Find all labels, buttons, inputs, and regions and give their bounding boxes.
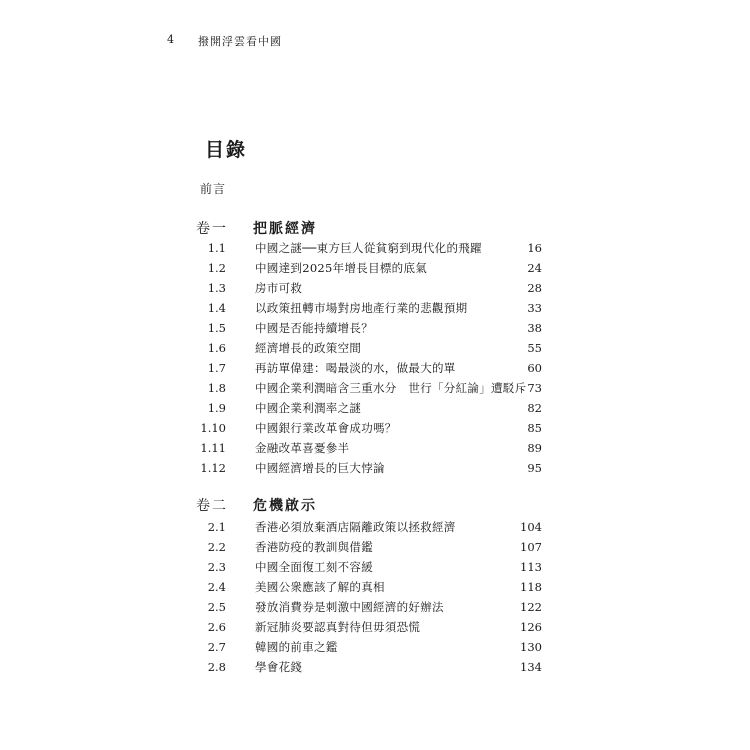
entry-page: 28 (527, 281, 542, 295)
entry-number: 1.1 (207, 241, 226, 255)
toc-entry (0, 657, 750, 677)
toc-entry (0, 517, 750, 537)
entry-number: 1.5 (207, 321, 226, 335)
entry-page: 82 (527, 401, 542, 415)
entry-title: 香港防疫的教訓與借鑑 (255, 540, 373, 554)
entry-number: 1.3 (207, 281, 226, 295)
volume-label: 卷二 (196, 498, 228, 514)
toc-entry (0, 258, 750, 278)
toc-entry-preface: 前言 (200, 182, 227, 196)
volume-title: 危機啟示 (253, 498, 317, 514)
entry-number: 2.4 (207, 580, 226, 594)
entry-title: 房市可救 (255, 281, 303, 295)
entry-title: 再訪單偉建：喝最淡的水，做最大的單 (255, 361, 456, 375)
entry-page: 38 (527, 321, 542, 335)
entry-page: 130 (520, 640, 542, 654)
entry-title: 新冠肺炎要認真對待但毋須恐慌 (255, 620, 421, 634)
entry-number: 2.8 (207, 660, 226, 674)
entry-page: 118 (520, 580, 542, 594)
entry-number: 1.11 (200, 441, 226, 455)
entry-page: 60 (527, 361, 542, 375)
toc-entry (0, 617, 750, 637)
entry-number: 2.2 (207, 540, 226, 554)
toc-entry (0, 637, 750, 657)
toc-entry (0, 398, 750, 418)
entry-title: 中國經濟增長的巨大悖論 (255, 461, 385, 475)
entry-number: 2.7 (207, 640, 226, 654)
entry-number: 2.1 (207, 520, 226, 534)
entry-page: 16 (527, 241, 542, 255)
entry-title: 中國銀行業改革會成功嗎？ (255, 421, 397, 435)
toc-entry (0, 278, 750, 298)
entry-title: 中國之謎──東方巨人從貧窮到現代化的飛躍 (255, 241, 482, 255)
toc-entry (0, 577, 750, 597)
entry-title: 金融改革喜憂參半 (255, 441, 350, 455)
entry-number: 1.7 (207, 361, 226, 375)
entry-number: 1.12 (200, 461, 226, 475)
entry-page: 113 (520, 560, 542, 574)
volume-1-entries (0, 238, 750, 478)
entry-title: 中國全面復工刻不容緩 (255, 560, 373, 574)
toc-entry (0, 298, 750, 318)
entry-page: 55 (527, 341, 542, 355)
entry-title: 美國公衆應該了解的真相 (255, 580, 385, 594)
entry-number: 1.6 (207, 341, 226, 355)
entry-page: 89 (527, 441, 542, 455)
volume-title: 把脈經濟 (253, 221, 317, 237)
entry-title: 以政策扭轉市場對房地產行業的悲觀預期 (255, 301, 468, 315)
entry-page: 107 (520, 540, 542, 554)
entry-page: 24 (527, 261, 542, 275)
toc-entry (0, 458, 750, 478)
book-title: 撥開浮雲看中國 (198, 35, 282, 48)
entry-page: 33 (527, 301, 542, 315)
toc-entry (0, 358, 750, 378)
entry-title: 韓國的前車之鑑 (255, 640, 338, 654)
entry-page: 134 (520, 660, 542, 674)
toc-entry (0, 597, 750, 617)
entry-number: 1.4 (207, 301, 226, 315)
entry-number: 2.3 (207, 560, 226, 574)
toc-entry (0, 438, 750, 458)
entry-title: 中國企業利潤率之謎 (255, 401, 362, 415)
entry-title: 中國達到2025年增長目標的底氣 (255, 261, 428, 275)
entry-page: 85 (527, 421, 542, 435)
entry-title: 學會花錢 (255, 660, 303, 674)
volume-label: 卷一 (196, 221, 228, 237)
volume-2-entries (0, 517, 750, 677)
entry-number: 1.10 (200, 421, 226, 435)
entry-number: 1.9 (207, 401, 226, 415)
toc-entry (0, 238, 750, 258)
entry-page: 122 (520, 600, 542, 614)
volume-1-heading (0, 218, 750, 240)
toc-title: 目錄 (205, 139, 248, 161)
toc-entry (0, 318, 750, 338)
running-header (0, 33, 750, 49)
toc-entry (0, 537, 750, 557)
toc-entry (0, 557, 750, 577)
toc-entry (0, 338, 750, 358)
entry-title: 發放消費券是刺激中國經濟的好辦法 (255, 600, 444, 614)
volume-2-heading (0, 495, 750, 517)
entry-number: 2.6 (207, 620, 226, 634)
entry-title: 香港必須放棄酒店隔離政策以拯救經濟 (255, 520, 456, 534)
entry-number: 1.2 (207, 261, 226, 275)
entry-page: 104 (520, 520, 542, 534)
page-number: 4 (167, 33, 174, 46)
entry-title: 中國是否能持續增長？ (255, 321, 373, 335)
entry-title: 中國企業利潤暗含三重水分 世行「分紅論」遭駁斥 (255, 381, 527, 395)
toc-entry (0, 418, 750, 438)
entry-number: 2.5 (207, 600, 226, 614)
toc-entry (0, 378, 750, 398)
entry-page: 95 (527, 461, 542, 475)
entry-page: 126 (520, 620, 542, 634)
entry-page: 73 (527, 381, 542, 395)
entry-title: 經濟增長的政策空間 (255, 341, 362, 355)
entry-number: 1.8 (207, 381, 226, 395)
